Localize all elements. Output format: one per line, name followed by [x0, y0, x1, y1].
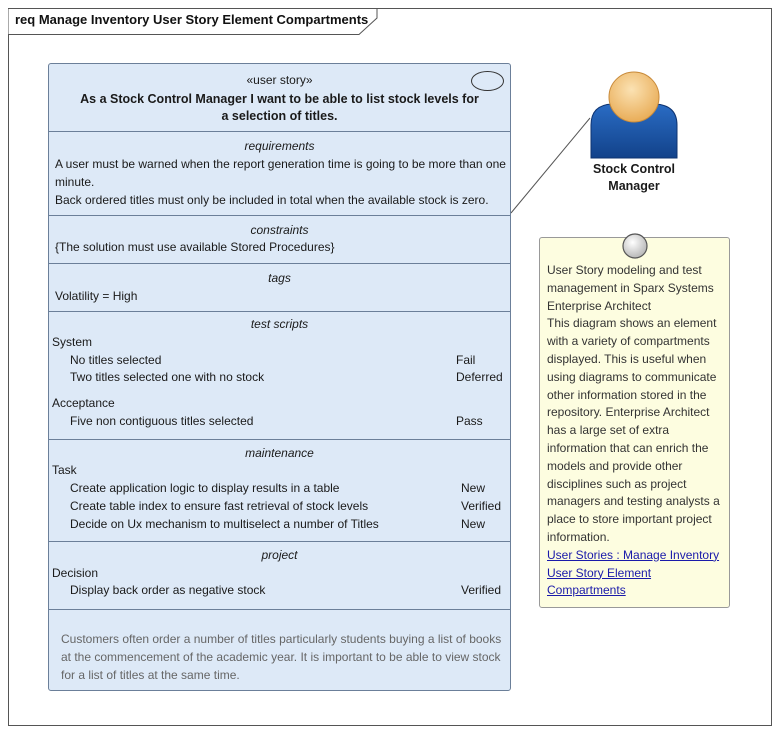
maintenance-item-2-status: Verified: [461, 499, 502, 513]
note-line-4: This diagram shows an element: [547, 316, 717, 331]
test-item-3-status: Pass: [456, 414, 483, 428]
story-stereotype: «user story»: [246, 73, 313, 87]
test-item-1: No titles selected: [70, 353, 162, 367]
test-item-3: Five non contiguous titles selected: [70, 414, 254, 428]
project-group-decision: Decision: [52, 566, 99, 580]
note-line-5: with a variety of compartments: [547, 334, 710, 349]
maintenance-title: maintenance: [245, 446, 314, 460]
note-pin-icon: [621, 232, 649, 260]
test-item-2-status: Deferred: [456, 370, 503, 384]
test-scripts-compartment[interactable]: [49, 311, 510, 440]
project-compartment[interactable]: [49, 541, 510, 610]
test-item-2: Two titles selected one with no stock: [70, 370, 265, 384]
maintenance-item-3: Decide on Ux mechanism to multiselect a number of Titles: [70, 517, 379, 531]
maintenance-item-1-status: New: [461, 481, 486, 495]
actor-label-line-1: Stock Control: [593, 162, 675, 176]
note-body: [547, 262, 729, 600]
note-line-15: place to store important project: [547, 512, 712, 527]
frame-title: req Manage Inventory User Story Element Compartments: [15, 12, 369, 27]
test-item-1-status: Fail: [456, 353, 476, 367]
note-link-line-1[interactable]: User Stories : Manage Inventory: [547, 547, 720, 562]
project-title: project: [261, 548, 298, 562]
user-story-oval-icon: [471, 71, 504, 91]
note-line-11: information that can enrich the: [547, 440, 709, 455]
note-line-10: has a large set of extra: [547, 423, 670, 438]
note-line-13: disciplines such as project: [547, 476, 687, 491]
tags-title: tags: [268, 271, 291, 285]
note-line-9: repository. Enterprise Architect: [547, 405, 710, 420]
note-line-3: Enterprise Architect: [547, 298, 652, 313]
test-scripts-title: test scripts: [250, 317, 309, 331]
actor-label-line-2: Manager: [608, 179, 660, 193]
test-group-acceptance: Acceptance: [52, 396, 115, 410]
note-line-12: models and provide other: [547, 458, 683, 473]
constraints-compartment[interactable]: [49, 215, 510, 264]
requirement-line-1: A user must be warned when the report generation time is going to be more than one: [55, 157, 506, 171]
user-story-element[interactable]: [48, 63, 511, 691]
note-line-8: other information stored in the: [547, 387, 707, 402]
story-name: [49, 91, 510, 125]
actor-label[interactable]: [577, 161, 691, 195]
story-name-line-1: As a Stock Control Manager I want to be able to list stock levels for: [80, 92, 479, 106]
requirements-compartment[interactable]: [49, 131, 510, 216]
note-line-7: using diagrams to communicate: [547, 369, 717, 384]
project-item-1-status: Verified: [461, 583, 502, 597]
note-line-2: management in Sparx Systems: [547, 280, 714, 295]
constraint-line-1: {The solution must use available Stored Procedures}: [55, 240, 335, 254]
requirement-line-2: minute.: [55, 175, 95, 189]
story-name-line-2: a selection of titles.: [221, 109, 338, 123]
note-link-line-3[interactable]: Compartments: [547, 583, 626, 598]
note-line-16: information.: [547, 529, 610, 544]
note-line-1: User Story modeling and test: [547, 263, 702, 277]
requirements-title: requirements: [244, 139, 315, 153]
note-line-6: displayed. This is useful when: [547, 351, 707, 366]
requirement-line-3: Back ordered titles must only be included in total when the available stock is zero.: [55, 193, 489, 207]
maintenance-item-3-status: New: [461, 517, 486, 531]
tags-compartment[interactable]: [49, 263, 510, 312]
test-group-system: System: [52, 335, 93, 349]
note-line-14: managers and testing analysts a: [547, 494, 720, 509]
project-item-1: Display back order as negative stock: [70, 583, 266, 597]
constraints-title: constraints: [250, 223, 309, 237]
note-link-line-2[interactable]: User Story Element: [547, 565, 652, 580]
maintenance-item-1: Create application logic to display results in a table: [70, 481, 340, 495]
tag-line-1: Volatility = High: [55, 289, 138, 303]
maintenance-group-task: Task: [52, 463, 77, 477]
story-notes: Customers often order a number of titles particularly students buying a list of books at the commencement of the academic year. It is important to be able to view stock for a list of titles at the same time.: [61, 632, 502, 682]
maintenance-item-2: Create table index to ensure fast retrieval of stock levels: [70, 499, 369, 513]
diagram-note[interactable]: [539, 237, 730, 608]
maintenance-compartment[interactable]: [49, 439, 510, 542]
